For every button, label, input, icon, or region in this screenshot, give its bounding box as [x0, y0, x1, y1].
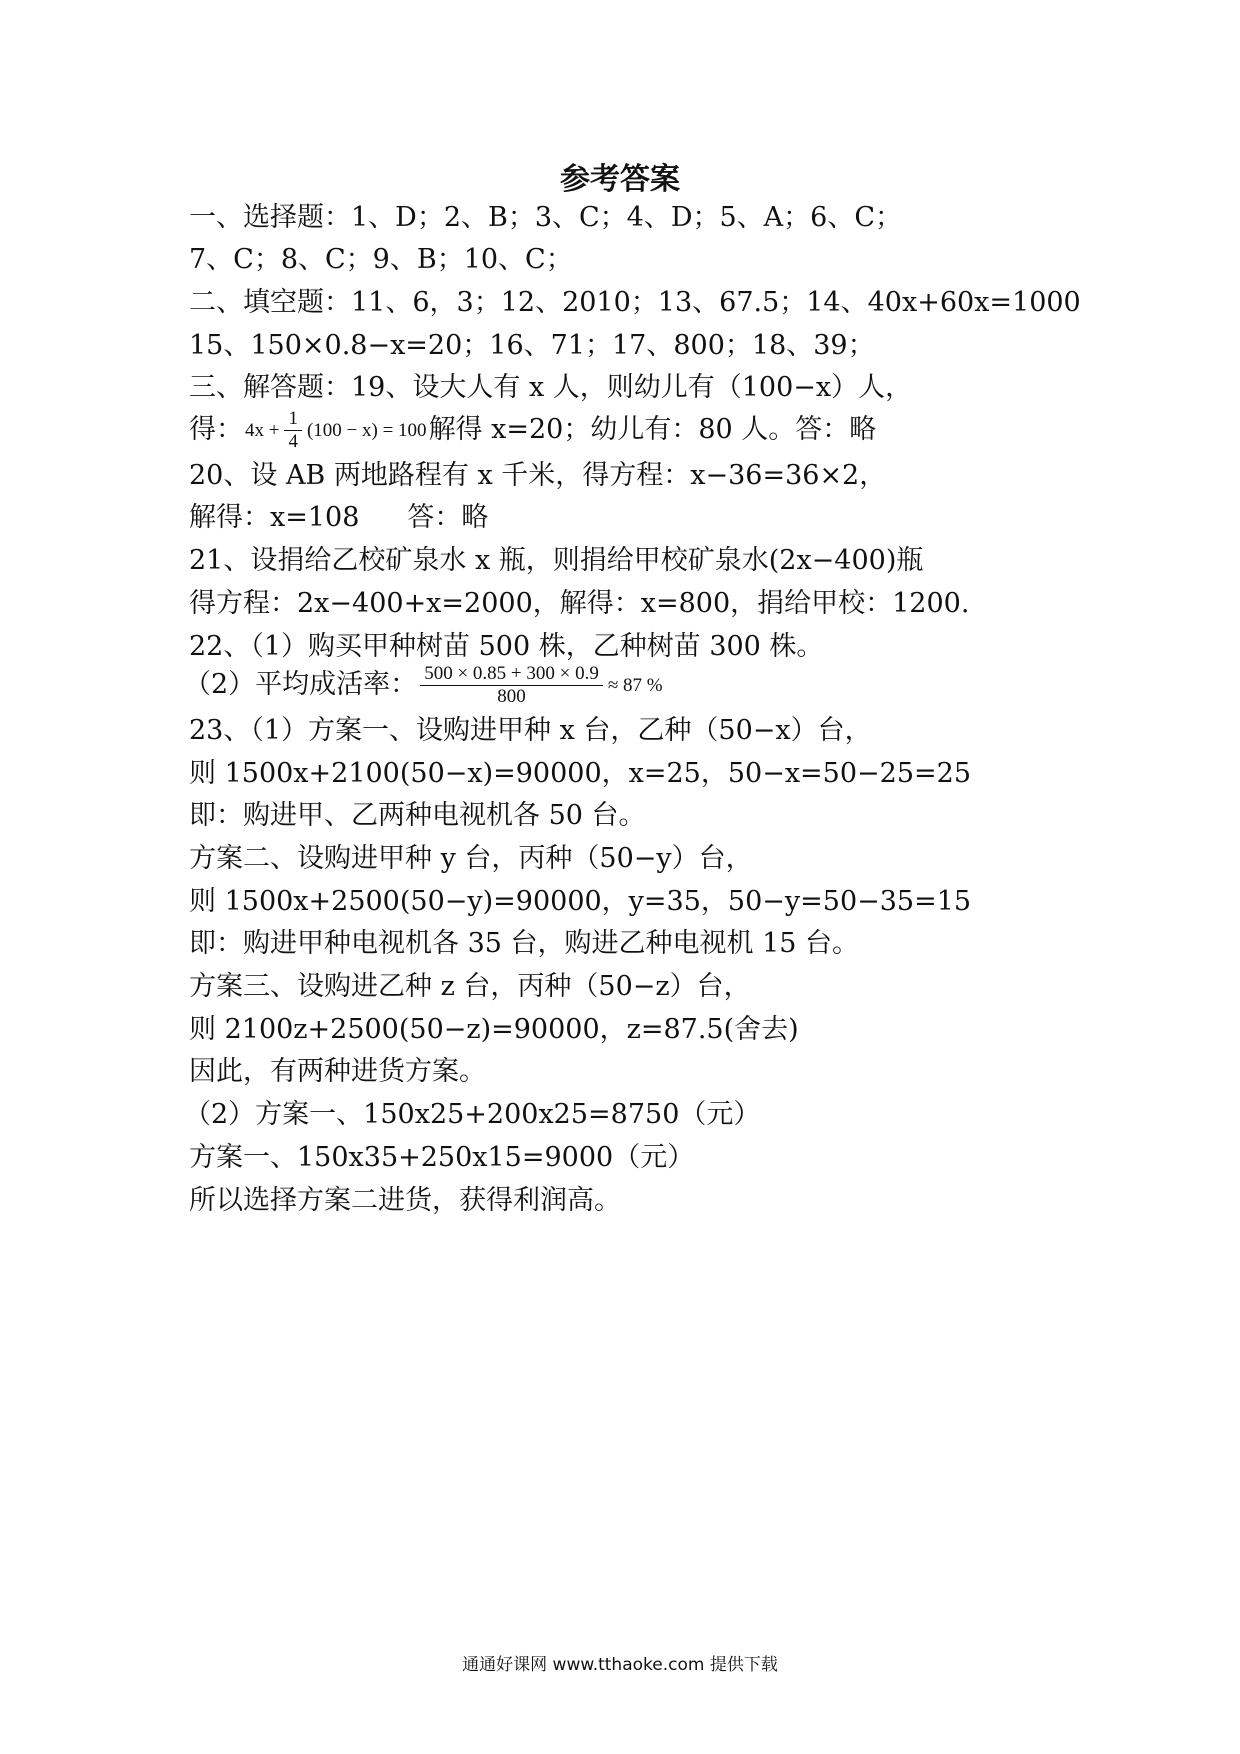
- answer-line-q23-plan1-eq: 则 1500x+2100(50−x)=90000，x=25，50−x=50−25=25: [189, 758, 971, 789]
- q20-solution-value: 解得：x=108: [189, 502, 360, 533]
- answer-line-q22-part2: [184, 657, 665, 713]
- answer-line-q20: 20、设 AB 两地路程有 x 千米，得方程：x−36=36×2，: [189, 460, 887, 491]
- fraction-one-quarter: [284, 408, 302, 453]
- answer-line-q23-conclusion: 因此，有两种进货方案。: [189, 1056, 486, 1087]
- answer-line-q19: 三、解答题：19、设大人有 x 人，则幼儿有（100−x）人，: [189, 372, 913, 403]
- survival-rate-fraction: [420, 663, 603, 708]
- answer-line-q23-final: 所以选择方案二进货，获得利润高。: [189, 1185, 621, 1216]
- answer-line-q21-equation: 得方程：2x−400+x=2000，解得：x=800，捐给甲校：1200.: [189, 588, 970, 619]
- answer-line-q21: 21、设捐给乙校矿泉水 x 瓶，则捐给甲校矿泉水(2x−400)瓶: [189, 545, 924, 576]
- q20-answer: 答：略: [407, 502, 489, 533]
- answer-line-q22-part1: 22、（1）购买甲种树苗 500 株，乙种树苗 300 株。: [189, 631, 824, 662]
- survival-rate-result: ≈ 87 %: [607, 675, 663, 696]
- answer-line-q23-plan2-result: 即：购进甲种电视机各 35 台，购进乙种电视机 15 台。: [189, 928, 860, 959]
- fraction-numerator: 500 × 0.85 + 300 × 0.9: [420, 663, 603, 686]
- answer-line-q20-solution: [189, 500, 488, 536]
- answer-line-q23-plan3: 方案三、设购进乙种 z 台，丙种（50−z）台，: [189, 971, 751, 1002]
- equation-prefix: 得：: [189, 414, 243, 445]
- answer-line-q23-plan3-eq: 则 2100z+2500(50−z)=90000，z=87.5(舍去): [189, 1014, 799, 1045]
- fraction-denominator: 4: [288, 431, 298, 452]
- answer-line-q23-plan2-eq: 则 1500x+2500(50−y)=90000，y=35，50−y=50−35=15: [189, 886, 972, 917]
- equation-solution: 解得 x=20；幼儿有：80 人。答：略: [428, 414, 877, 445]
- answer-line-q23-plan1: 23、（1）方案一、设购进甲种 x 台，乙种（50−x）台，: [189, 715, 872, 746]
- answer-line-q23-plan2: 方案二、设购进甲种 y 台，丙种（50−y）台，: [189, 843, 753, 874]
- footer-source: 通通好课网 www.tthaoke.com 提供下载: [462, 1655, 778, 1675]
- answer-line-q23-plan1-result: 即：购进甲、乙两种电视机各 50 台。: [189, 800, 646, 831]
- answer-line-q23-part2-plan1: （2）方案一、150x25+200x25=8750（元）: [184, 1099, 761, 1130]
- answer-line-fill-1: 二、填空题：11、6，3；12、2010；13、67.5；14、40x+60x=1000: [189, 287, 1081, 318]
- equation-part-a: 4x +: [245, 420, 280, 441]
- fraction-numerator: 1: [284, 408, 302, 431]
- answer-line-choice-1: 一、选择题：1、D；2、B；3、C；4、D；5、A；6、C；: [189, 202, 903, 233]
- answer-line-q19-equation: [189, 402, 876, 458]
- page-title: 参考答案: [560, 162, 680, 197]
- answer-line-q23-part2-plan2: 方案一、150x35+250x15=9000（元）: [189, 1142, 695, 1173]
- answer-line-fill-2: 15、150×0.8−x=20；16、71；17、800；18、39；: [189, 330, 875, 361]
- answer-line-choice-2: 7、C；8、C；9、B；10、C；: [189, 244, 573, 275]
- survival-rate-label: （2）平均成活率：: [184, 669, 418, 700]
- fraction-denominator: 800: [497, 686, 526, 707]
- equation-part-b: (100 − x) = 100: [306, 420, 427, 441]
